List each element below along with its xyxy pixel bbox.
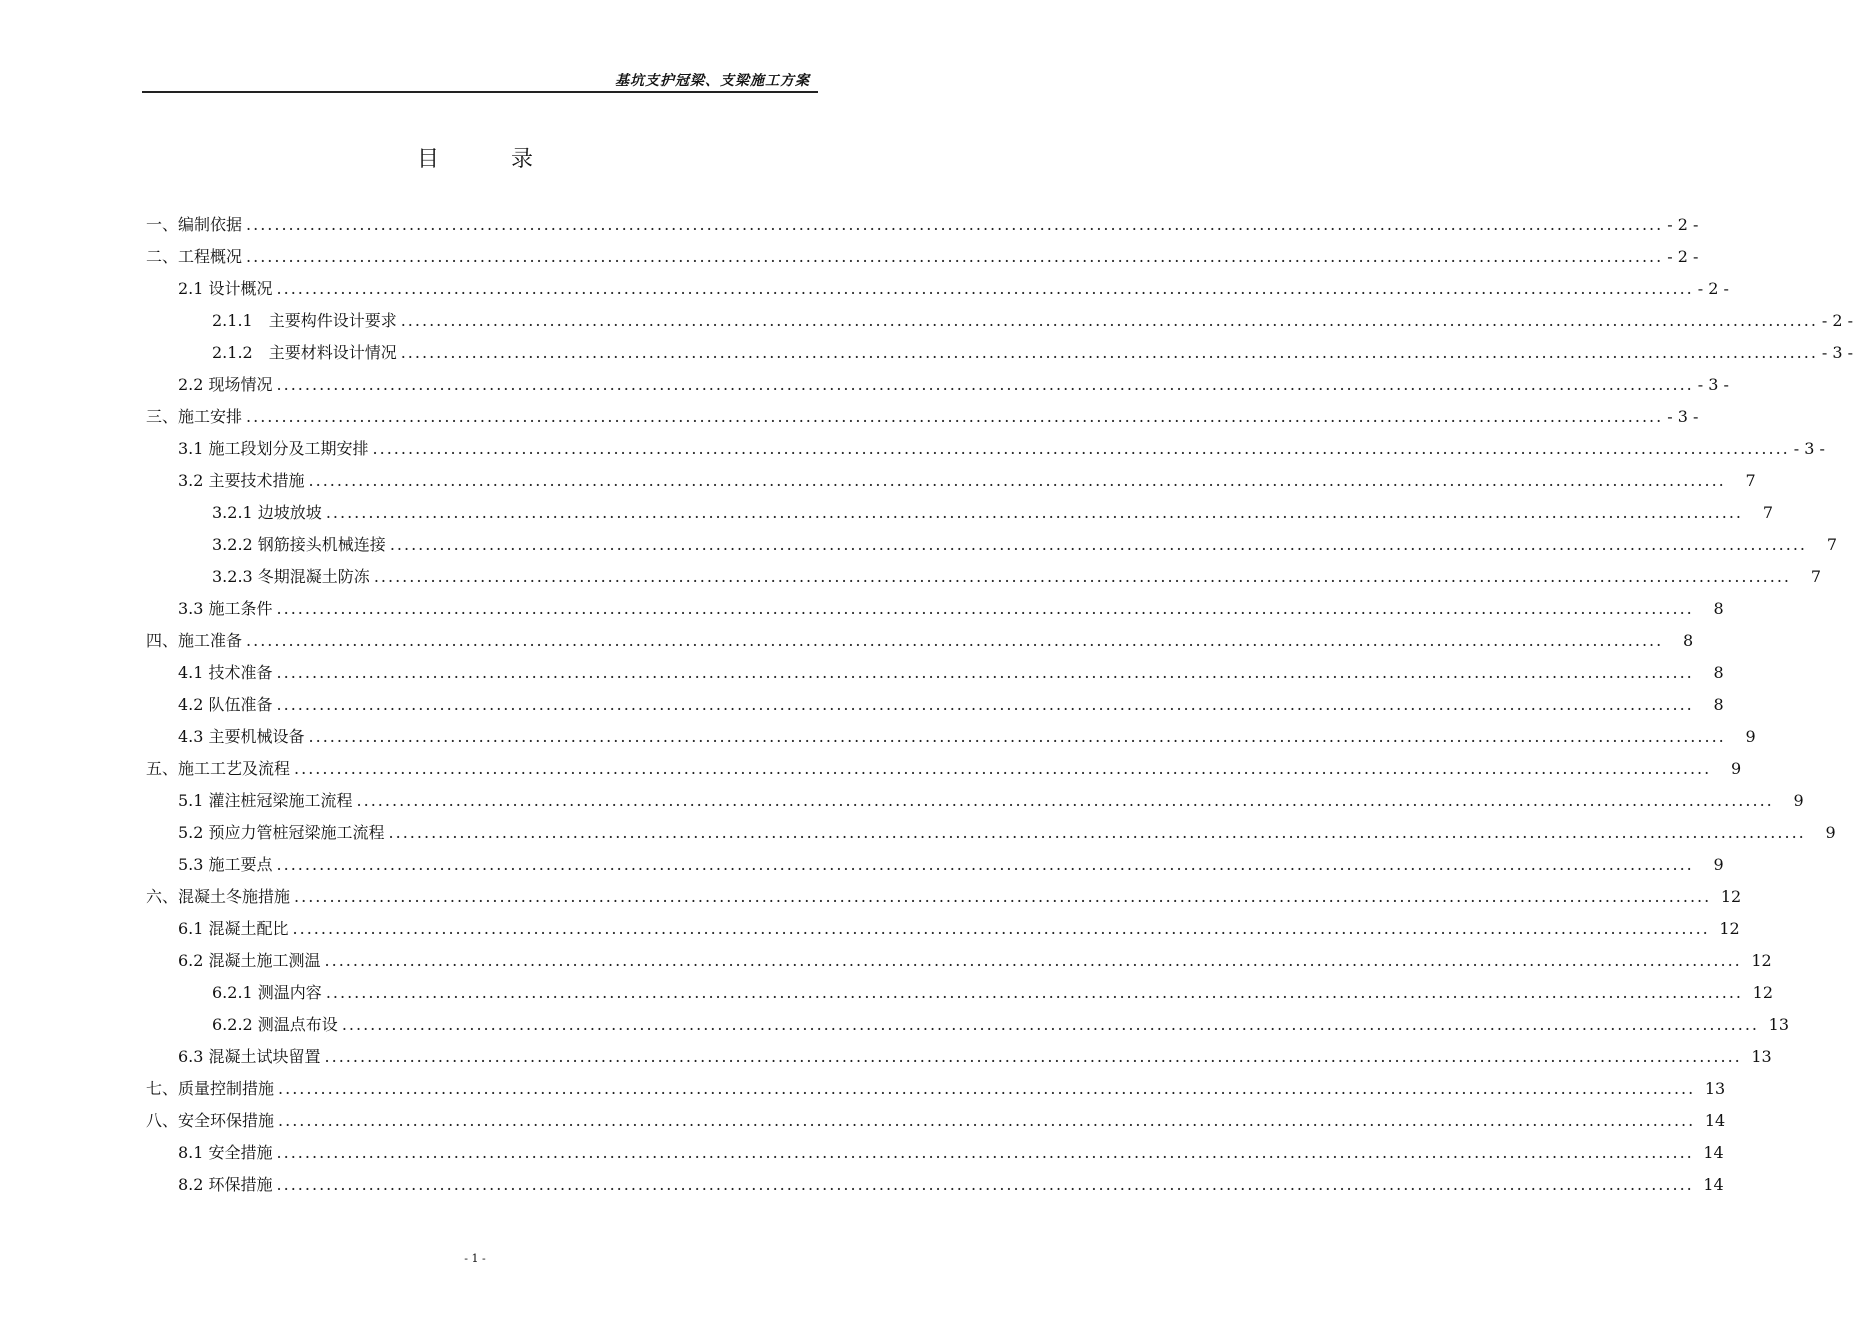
- toc-entry[interactable]: [146, 596, 1724, 628]
- toc-leader-dots: ........................................................................................................................................................................................................: [276, 279, 1694, 298]
- toc-entry-page: 9: [1713, 855, 1724, 874]
- toc-entry-page: 13: [1751, 1047, 1772, 1066]
- toc-entry[interactable]: [146, 564, 1821, 596]
- toc-entry-label: 4.3 主要机械设备: [178, 727, 305, 746]
- toc-leader-dots: ........................................................................................................................................................................................................: [400, 343, 1818, 362]
- toc-leader-dots: ........................................................................................................................................................................................................: [294, 759, 1712, 778]
- toc-entry-label: 8.1 安全措施: [178, 1143, 273, 1162]
- toc-entry[interactable]: [146, 884, 1742, 916]
- toc-entry-label: 6.2.2 测温点布设: [212, 1015, 338, 1034]
- toc-entry-page: 9: [1793, 791, 1804, 810]
- page-header-title: 基坑支护冠梁、支梁施工方案: [615, 73, 810, 89]
- toc-entry-label: 七、质量控制措施: [146, 1079, 275, 1098]
- toc-heading-char-1: 目: [416, 147, 439, 172]
- toc-entry-page: 8: [1713, 695, 1724, 714]
- toc-entry-page: 8: [1683, 631, 1694, 650]
- toc-entry[interactable]: [146, 436, 1825, 468]
- toc-leader-dots: ........................................................................................................................................................................................................: [325, 983, 1743, 1002]
- toc-leader-dots: ........................................................................................................................................................................................................: [324, 1047, 1742, 1066]
- toc-leader-dots: ........................................................................................................................................................................................................: [388, 823, 1806, 842]
- toc-entry-page: - 3 -: [1667, 407, 1699, 426]
- toc-entry-page: 12: [1720, 887, 1742, 906]
- toc-entry-label: 2.2 现场情况: [178, 375, 273, 394]
- toc-entry[interactable]: [146, 1140, 1724, 1172]
- toc-entry-page: - 2 -: [1667, 215, 1699, 234]
- toc-entry-page: 14: [1703, 1143, 1724, 1162]
- toc-leader-dots: ........................................................................................................................................................................................................: [276, 1143, 1694, 1162]
- toc-leader-dots: ........................................................................................................................................................................................................: [356, 791, 1774, 810]
- toc-entry-label: 4.2 队伍准备: [178, 695, 273, 714]
- toc-entry-label: 四、施工准备: [146, 631, 243, 650]
- toc-entry[interactable]: [146, 756, 1742, 788]
- toc-leader-dots: ........................................................................................................................................................................................................: [278, 1111, 1696, 1130]
- toc-entry-label: 二、工程概况: [146, 247, 243, 266]
- toc-entry-page: 9: [1745, 727, 1756, 746]
- toc-entry[interactable]: [146, 308, 1853, 340]
- toc-entry-label: 3.2 主要技术措施: [178, 471, 305, 490]
- toc-entry-label: 5.2 预应力管桩冠梁施工流程: [178, 823, 385, 842]
- toc-entry-label: 8.2 环保措施: [178, 1175, 273, 1194]
- toc-entry-label: 6.2.1 测温内容: [212, 983, 322, 1002]
- toc-entry-label: 六、混凝土冬施措施: [146, 887, 291, 906]
- toc-entry-page: - 3 -: [1793, 439, 1825, 458]
- toc-entry[interactable]: [146, 1044, 1772, 1076]
- toc-entry-label: 2.1 设计概况: [178, 279, 273, 298]
- toc-entry-label: 5.1 灌注桩冠梁施工流程: [178, 791, 353, 810]
- toc-entry[interactable]: [146, 948, 1772, 980]
- toc-entry[interactable]: [146, 660, 1724, 692]
- toc-leader-dots: ........................................................................................................................................................................................................: [389, 535, 1807, 554]
- toc-leader-dots: ........................................................................................................................................................................................................: [292, 919, 1710, 938]
- toc-entry[interactable]: [146, 724, 1756, 756]
- toc-entry-page: 8: [1713, 599, 1724, 618]
- toc-entry-page: 7: [1810, 567, 1821, 586]
- toc-leader-dots: ........................................................................................................................................................................................................: [278, 1079, 1696, 1098]
- toc-entry[interactable]: [146, 276, 1729, 308]
- toc-leader-dots: ........................................................................................................................................................................................................: [341, 1015, 1759, 1034]
- toc-entry-label: 3.3 施工条件: [178, 599, 273, 618]
- toc-leader-dots: ........................................................................................................................................................................................................: [276, 695, 1694, 714]
- toc-entry[interactable]: [146, 820, 1836, 852]
- toc-entry-page: 8: [1713, 663, 1724, 682]
- toc-entry-label: 三、施工安排: [146, 407, 243, 426]
- toc-entry[interactable]: [146, 340, 1853, 372]
- toc-entry-page: 14: [1703, 1175, 1724, 1194]
- toc-entry[interactable]: [146, 916, 1740, 948]
- toc-leader-dots: ........................................................................................................................................................................................................: [324, 951, 1742, 970]
- toc-entry-page: - 2 -: [1667, 247, 1699, 266]
- toc-entry[interactable]: [146, 1108, 1726, 1140]
- toc-entry-label: 3.2.1 边坡放坡: [212, 503, 322, 522]
- toc-entry-label: 八、安全环保措施: [146, 1111, 275, 1130]
- toc-entry-label: 6.2 混凝土施工测温: [178, 951, 321, 970]
- toc-leader-dots: ........................................................................................................................................................................................................: [246, 215, 1664, 234]
- toc-entry[interactable]: [146, 212, 1699, 244]
- toc-entry-page: 7: [1745, 471, 1756, 490]
- toc-entry-page: 9: [1731, 759, 1742, 778]
- toc-leader-dots: ........................................................................................................................................................................................................: [246, 407, 1664, 426]
- toc-leader-dots: ........................................................................................................................................................................................................: [308, 471, 1726, 490]
- toc-entry-label: 3.1 施工段划分及工期安排: [178, 439, 369, 458]
- toc-entry-page: - 2 -: [1697, 279, 1729, 298]
- toc-leader-dots: ........................................................................................................................................................................................................: [308, 727, 1726, 746]
- toc-entry[interactable]: [146, 404, 1699, 436]
- toc-entry-label: 6.3 混凝土试块留置: [178, 1047, 321, 1066]
- toc-leader-dots: ........................................................................................................................................................................................................: [276, 375, 1694, 394]
- toc-entry-label: 5.3 施工要点: [178, 855, 273, 874]
- toc-leader-dots: ........................................................................................................................................................................................................: [373, 567, 1791, 586]
- toc-leader-dots: ........................................................................................................................................................................................................: [294, 887, 1712, 906]
- toc-entry-page: 12: [1719, 919, 1740, 938]
- toc-entry-label: 4.1 技术准备: [178, 663, 273, 682]
- header-rule: [142, 91, 818, 93]
- toc-entry-page: 14: [1704, 1111, 1726, 1130]
- toc-leader-dots: ........................................................................................................................................................................................................: [276, 599, 1694, 618]
- toc-heading: [0, 142, 950, 173]
- toc-entry-page: - 3 -: [1697, 375, 1729, 394]
- toc-entry[interactable]: [146, 980, 1773, 1012]
- toc-leader-dots: ........................................................................................................................................................................................................: [246, 631, 1664, 650]
- toc-entry[interactable]: [146, 372, 1729, 404]
- table-of-contents: [146, 212, 1853, 1204]
- toc-entry[interactable]: [146, 532, 1837, 564]
- toc-leader-dots: ........................................................................................................................................................................................................: [372, 439, 1790, 458]
- toc-entry-label: 2.1.2 主要材料设计情况: [212, 343, 397, 362]
- toc-entry[interactable]: [146, 500, 1773, 532]
- toc-entry-label: 6.1 混凝土配比: [178, 919, 289, 938]
- toc-entry-label: 3.2.3 冬期混凝土防冻: [212, 567, 370, 586]
- toc-entry-page: 12: [1751, 951, 1772, 970]
- toc-entry-page: - 2 -: [1821, 311, 1853, 330]
- toc-leader-dots: ........................................................................................................................................................................................................: [400, 311, 1818, 330]
- toc-entry-label: 3.2.2 钢筋接头机械连接: [212, 535, 386, 554]
- toc-entry-page: 13: [1768, 1015, 1789, 1034]
- toc-entry-page: 7: [1762, 503, 1773, 522]
- toc-entry-page: 12: [1752, 983, 1773, 1002]
- toc-leader-dots: ........................................................................................................................................................................................................: [276, 663, 1694, 682]
- toc-entry[interactable]: [146, 1172, 1724, 1204]
- toc-entry-label: 一、编制依据: [146, 215, 243, 234]
- toc-entry-page: 13: [1704, 1079, 1726, 1098]
- toc-heading-char-2: 录: [511, 147, 534, 172]
- toc-entry[interactable]: [146, 692, 1724, 724]
- footer-page-number: - 1 -: [464, 1252, 486, 1265]
- toc-entry[interactable]: [146, 788, 1804, 820]
- toc-leader-dots: ........................................................................................................................................................................................................: [276, 855, 1694, 874]
- toc-entry[interactable]: [146, 244, 1699, 276]
- toc-entry[interactable]: [146, 1012, 1789, 1044]
- toc-entry[interactable]: [146, 1076, 1726, 1108]
- toc-leader-dots: ........................................................................................................................................................................................................: [325, 503, 1743, 522]
- toc-leader-dots: ........................................................................................................................................................................................................: [246, 247, 1664, 266]
- toc-entry[interactable]: [146, 628, 1694, 660]
- toc-leader-dots: ........................................................................................................................................................................................................: [276, 1175, 1694, 1194]
- toc-entry-page: - 3 -: [1821, 343, 1853, 362]
- toc-entry-page: 7: [1826, 535, 1837, 554]
- toc-entry[interactable]: [146, 468, 1756, 500]
- toc-entry-page: 9: [1825, 823, 1836, 842]
- toc-entry-label: 2.1.1 主要构件设计要求: [212, 311, 397, 330]
- toc-entry-label: 五、施工工艺及流程: [146, 759, 291, 778]
- toc-entry[interactable]: [146, 852, 1724, 884]
